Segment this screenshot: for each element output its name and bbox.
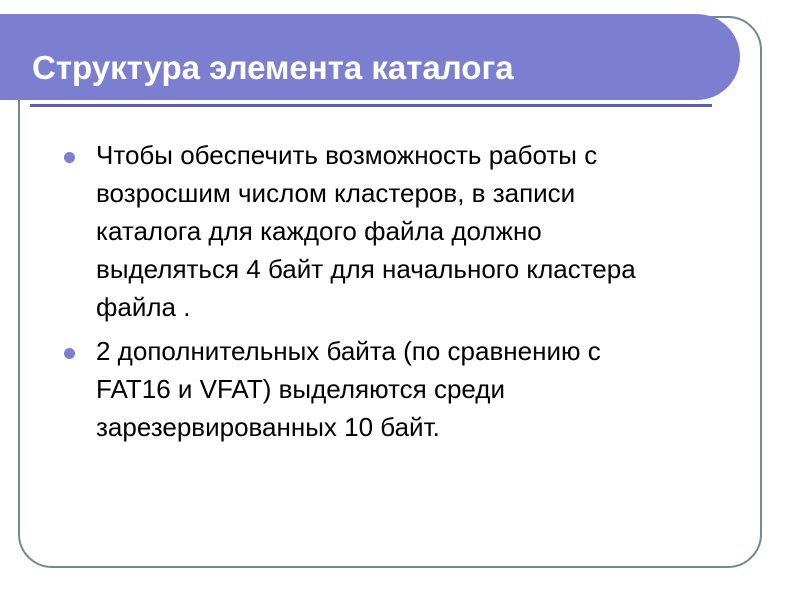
bullet-dot-icon — [64, 152, 75, 163]
list-item-text: Чтобы обеспечить возможность работы с возросшим числом кластеров, в записи каталога для каждого файла должно выделяться 4 байт для начального кластера файла . — [96, 140, 636, 322]
bullet-dot-icon — [64, 348, 75, 359]
title-divider — [30, 104, 712, 107]
bullet-list — [52, 136, 712, 452]
list-item — [52, 332, 712, 446]
title-banner — [0, 14, 740, 100]
list-item — [52, 136, 712, 326]
page-title: Структура элемента каталога — [32, 49, 514, 86]
list-item-text: 2 дополнительных байта (по сравнению с FAT16 и VFAT) выделяются среди зарезервированных 10 байт. — [96, 336, 601, 442]
